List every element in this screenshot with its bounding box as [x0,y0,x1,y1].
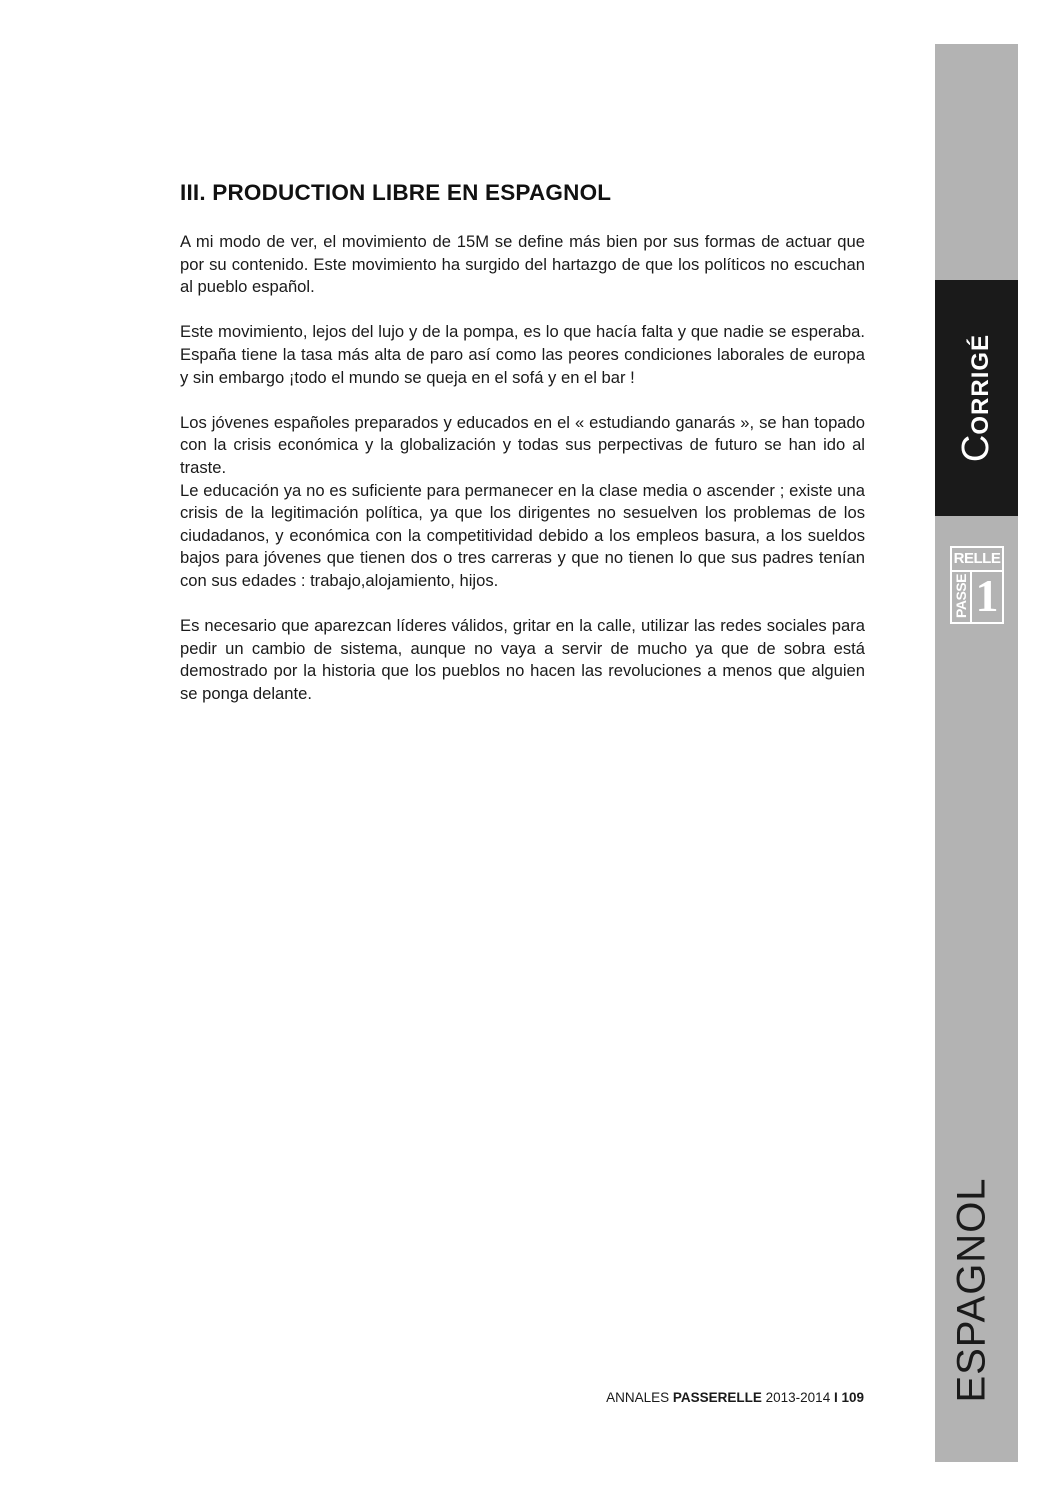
paragraph: Este movimiento, lejos del lujo y de la pompa, es lo que hacía falta y que nadie se esperaba. España tiene la tasa más alta de paro así como las peores condiciones laborales de europa y sin embargo ¡todo el mundo se queja en el sofá y en el bar ! [180,322,865,387]
logo-side-box [952,570,972,622]
body-text [180,231,865,705]
passerelle-logo [950,546,1004,624]
footer-prefix: ANNALES [606,1390,673,1405]
footer-separator: I [833,1390,838,1405]
corrige-initial: C [955,434,997,463]
page-footer [606,1390,864,1405]
page-number: 109 [837,1390,864,1405]
paragraph: Es necesario que aparezcan líderes válidos, gritar en la calle, utilizar las redes sociales para pedir un cambio de sistema, aunque no vaya a servir de mucho ya que de sobra está demostrado por la historia que los pueblos no hacen las revoluciones a menos que alguien se ponga delante. [180,616,865,703]
footer-brand: PASSERELLE [672,1390,762,1405]
footer-years: 2013-2014 [761,1390,834,1405]
section-title: III. PRODUCTION LIBRE EN ESPAGNOL [180,180,612,205]
paragraph: Le educación ya no es suficiente para permanecer en la clase media o ascender ; existe una crisis de la legitimación política, ya que los dirigentes no sesuelven los problemas de los ciudadanos, y económica con la competitividad debido a los empleos basura, a los sueldos bajos para jóvenes que tienen dos o tres carreras y que no tienen lo que sus padres tenían con sus edades : trabajo,alojamiento, hijos. [180,480,865,590]
logo-number: 1 [975,570,999,621]
subject-label: ESPAGNOL [949,1177,994,1403]
logo-side-text: PASSE [953,574,969,618]
corrige-label [957,334,995,462]
paragraph: Los jóvenes españoles preparados y educados en el « estudiando ganarás », se han topado con la crisis económica y la globalización y todas sus perpectivas de futuro se han ido al traste. [180,412,865,477]
paragraph: A mi modo de ver, el movimiento de 15M se define más bien por sus formas de actuar que por su contenido. Este movimiento ha surgido del hartazgo de que los políticos no escuchan al pueblo español. [180,232,865,297]
corrige-rest: ORRIGÉ [967,333,994,435]
logo-top-text: RELLE [952,548,1002,572]
